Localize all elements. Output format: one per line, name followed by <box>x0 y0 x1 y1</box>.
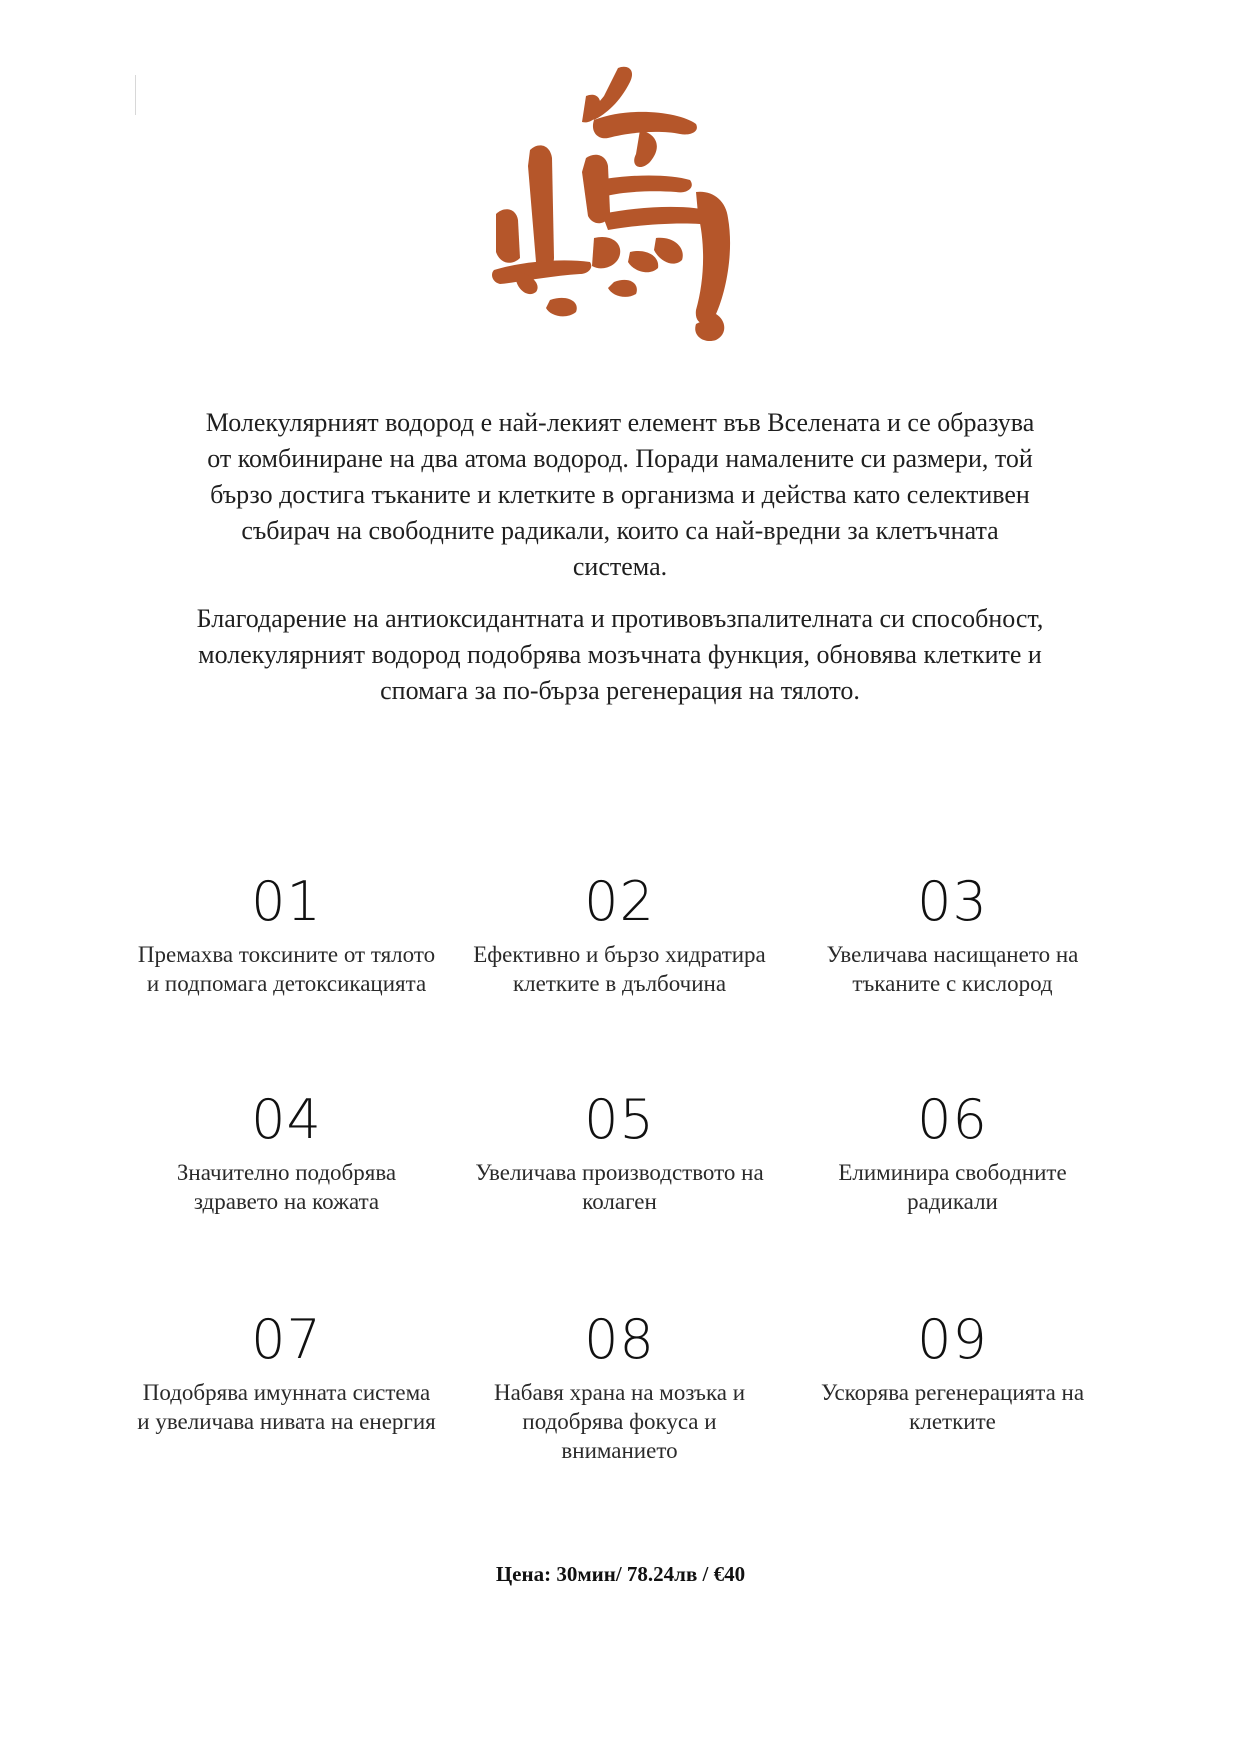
benefit-item <box>453 1088 786 1308</box>
benefit-item <box>120 870 453 1088</box>
intro-paragraph-2: Благодарение на антиоксидантната и противовъзпалителната си способност, молекулярният водород подобрява мозъчната функция, обновява клетките и спомага за по-бърза регенерация на тялото. <box>196 604 1044 705</box>
benefit-item <box>453 870 786 1088</box>
benefits-grid <box>120 870 1120 1508</box>
benefit-number: 06 <box>917 1088 988 1151</box>
benefit-number: 02 <box>584 870 655 933</box>
page-margin-mark <box>135 75 136 115</box>
benefit-item <box>786 1088 1119 1308</box>
benefit-number: 08 <box>584 1308 655 1371</box>
benefit-item <box>786 1308 1119 1508</box>
benefit-item <box>786 870 1119 1088</box>
benefit-number: 09 <box>917 1308 988 1371</box>
benefit-text: Елиминира свободните радикали <box>838 1160 1067 1214</box>
benefit-number: 01 <box>251 870 322 933</box>
calligraphy-brush-character-logo <box>490 62 750 344</box>
benefit-text: Ускорява регенерацията на клетките <box>820 1380 1085 1434</box>
benefit-item <box>120 1308 453 1508</box>
benefit-number: 07 <box>251 1308 322 1371</box>
benefit-number: 05 <box>584 1088 655 1151</box>
benefit-text: Ефективно и бързо хидратира клетките в дълбочина <box>473 942 766 996</box>
intro-text <box>195 405 1045 725</box>
benefit-number: 04 <box>251 1088 322 1151</box>
price-label: Цена: 30мин/ 78.24лв / €40 <box>495 1562 746 1586</box>
benefit-item <box>453 1308 786 1508</box>
benefit-number: 03 <box>917 870 988 933</box>
benefit-text: Увеличава насищането на тъканите с кислород <box>826 942 1079 996</box>
benefit-text: Премахва токсините от тялото и подпомага детоксикацията <box>137 942 436 996</box>
benefit-text: Увеличава производството на колаген <box>475 1160 764 1214</box>
benefit-text: Подобрява имунната система и увеличава нивата на енергия <box>137 1380 436 1434</box>
benefit-text: Набавя храна на мозъка и подобрява фокуса и вниманието <box>493 1380 746 1463</box>
benefit-text: Значително подобрява здравето на кожата <box>176 1160 397 1214</box>
intro-paragraph-1: Молекулярният водород е най-лекият елемент във Вселената и се образува от комбиниране на два атома водород. Поради намалените си размери, той бързо достига тъканите и клетките в организма и действа като селективен събирач на свободните радикали, които са най-вредни за клетъчната система. <box>205 408 1035 581</box>
benefit-item <box>120 1088 453 1308</box>
